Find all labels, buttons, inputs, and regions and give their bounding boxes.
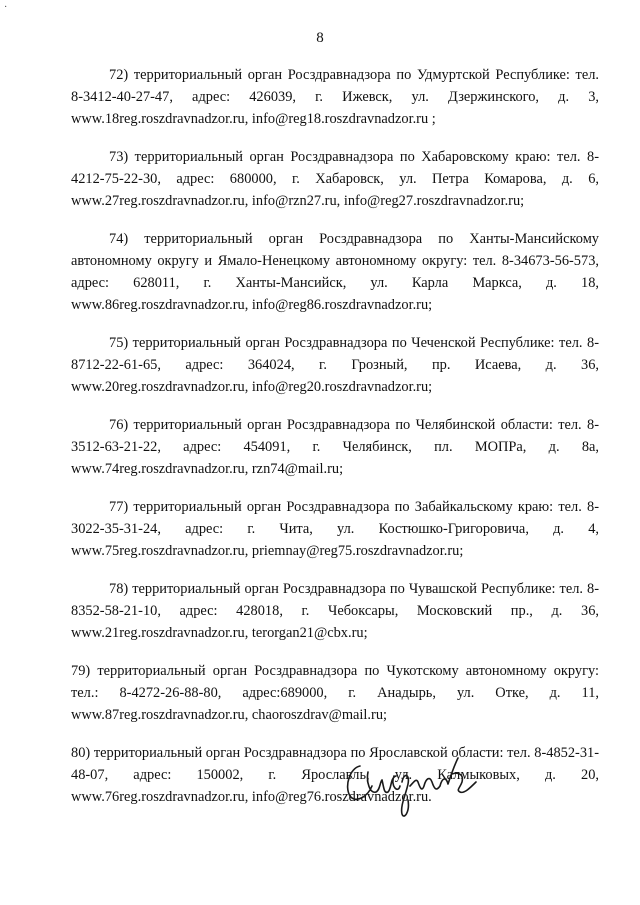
list-item-78: 78) территориальный орган Росздравнадзора по Чувашской Республике: тел. 8-8352-58-21-10, адрес: 428018, г. Чебоксары, Московский пр., д. 36, www.21reg.roszdravnadzor.ru, terorgan21@cbx.ru; xyxy=(71,581,599,641)
list-item-77: 77) территориальный орган Росздравнадзора по Забайкальскому краю: тел. 8-3022-35-31-24, адрес: г. Чита, ул. Костюшко-Григоровича, д. 4, www.75reg.roszdravnadzor.ru, priemnay@reg75.roszdravnadzor.ru; xyxy=(71,499,599,559)
corner-mark: · xyxy=(4,2,8,13)
page-number: 8 xyxy=(316,30,324,46)
list-item-79: 79) территориальный орган Росздравнадзора по Чукотскому автономному округу: тел.: 8-4272-26-88-80, адрес:689000, г. Анадырь, ул. Отке, д. 11, www.87reg.roszdravnadzor.ru, chaoroszdrav@mail.ru; xyxy=(71,663,599,723)
signature-image xyxy=(338,752,508,832)
list-item-74: 74) территориальный орган Росздравнадзора по Ханты-Мансийскому автономному округу и Ямало-Ненецкому автономному округу: тел. 8-34673-56-573, адрес: 628011, г. Ханты-Мансийск, ул. Карла Маркса, д. 18, www.86reg.roszdravnadzor.ru, info@reg86.roszdravnadzor.ru; xyxy=(71,231,599,313)
list-item-73: 73) территориальный орган Росздравнадзора по Хабаровскому краю: тел. 8-4212-75-22-30, адрес: 680000, г. Хабаровск, ул. Петра Комарова, д. 6, www.27reg.roszdravnadzor.ru, info@rzn27.ru, info@reg27.roszdravnadzor.ru; xyxy=(71,149,599,209)
document-body xyxy=(71,64,599,824)
list-item-75: 75) территориальный орган Росздравнадзора по Чеченской Республике: тел. 8-8712-22-61-65, адрес: 364024, г. Грозный, пр. Исаева, д. 36, www.20reg.roszdravnadzor.ru, info@reg20.roszdravnadzor.ru; xyxy=(71,335,599,395)
list-item-72: 72) территориальный орган Росздравнадзора по Удмуртской Республике: тел. 8-3412-40-27-47, адрес: 426039, г. Ижевск, ул. Дзержинского, д. 3, www.18reg.roszdravnadzor.ru, info@reg18.roszdravnadzor.ru ; xyxy=(71,67,599,127)
list-item-76: 76) территориальный орган Росздравнадзора по Челябинской области: тел. 8-3512-63-21-22, адрес: 454091, г. Челябинск, пл. МОПРа, д. 8а, www.74reg.roszdravnadzor.ru, rzn74@mail.ru; xyxy=(71,417,599,477)
list-item-80: 80) территориальный орган Росздравнадзора по Ярославской области: тел. 8-4852-31-48-07, адрес: 150002, г. Ярославль, ул. Калмыковых, д. 20, www.76reg.roszdravnadzor.ru, info@reg76.roszdravnadzor.ru. xyxy=(71,745,599,805)
